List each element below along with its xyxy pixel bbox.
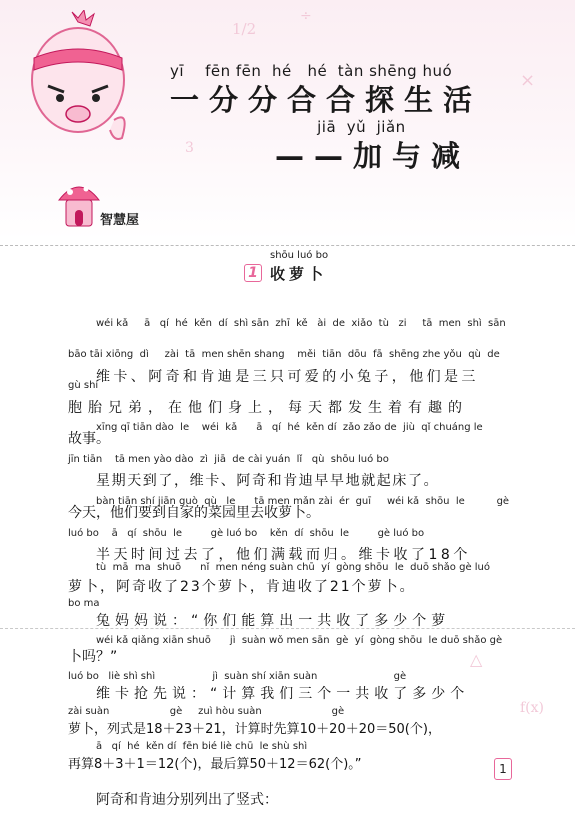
hanzi: 维卡抢先说：“计算我们三个一共收了多少个 <box>96 686 470 702</box>
doodle-fraction: f(x) <box>520 700 545 716</box>
mushroom-house-icon <box>56 178 102 228</box>
hanzi: 阿奇和肯迪分别列出了竖式： <box>96 792 278 808</box>
pinyin: zài suàn gè zuì hòu suàn gè <box>68 706 345 717</box>
hanzi: 故事。 <box>68 431 110 447</box>
title-text: 一分分合合探生活 <box>170 83 483 117</box>
pinyin: gù shi <box>68 380 99 391</box>
pinyin: xīng qī tiān dào le wéi kǎ ā qí hé kěn dí zǎo zǎo de jiù qǐ chuáng le <box>96 422 483 433</box>
pinyin: bo ma <box>68 598 100 609</box>
hanzi: 萝卜，阿奇收了23个萝卜，肯迪收了21个萝卜。 <box>68 579 416 595</box>
subtitle-text: ——加与减 <box>275 139 471 173</box>
title-pinyin: yī fēn fēn hé hé tàn shēng huó <box>170 62 453 80</box>
pinyin: wéi kǎ qiǎng xiān shuō jì suàn wǒ men sān gè yí gòng shōu le duō shǎo gè <box>96 635 503 646</box>
doodle-fraction: 3 <box>185 140 194 156</box>
title-line-1 <box>170 62 482 119</box>
hanzi: 维卡、阿奇和肯迪是三只可爱的小兔子，他们是三 <box>96 369 479 385</box>
corner-label: 智慧屋 <box>100 213 140 228</box>
subtitle-pinyin: jiā yǔ jiǎn <box>275 118 406 136</box>
text-line <box>96 703 307 828</box>
section-pinyin: shōu luó bo <box>270 250 329 261</box>
section-number-badge: 1 <box>244 264 262 282</box>
pinyin: luó bo ā qí shōu le gè luó bo kěn dí shōu le gè luó bo <box>68 528 425 539</box>
hanzi: 胞胎兄弟，在他们身上，每天都发生着有趣的 <box>68 400 468 416</box>
hanzi: 今天，他们要到自家的菜园里去收萝卜。 <box>68 505 320 521</box>
hanzi: 卜吗？” <box>68 649 118 665</box>
hanzi: 兔妈妈说：“你们能算出一共收了多少个萝 <box>96 613 451 629</box>
mascot-illustration <box>18 10 138 150</box>
pinyin: wéi kǎ ā qí hé kěn dí shì sān zhī kě ài de xiǎo tù zi tā men shì sān <box>96 318 506 329</box>
hanzi: 半天时间过去了，他们满载而归。维卡收了18个 <box>96 547 471 563</box>
hanzi: 星期天到了，维卡、阿奇和肯迪早早地就起床了。 <box>96 473 440 489</box>
section-title: 收萝卜 <box>270 265 328 283</box>
pinyin: luó bo liè shì shì jì suàn shí xiān suàn gè <box>68 671 407 682</box>
divider <box>0 628 575 629</box>
pinyin: ā qí hé kěn dí fēn bié liè chū le shù shì <box>96 741 308 752</box>
pinyin: bàn tiān shí jiān guò qù le tā men mǎn zài ér guī wéi kǎ shōu le gè <box>96 496 510 507</box>
hanzi: 萝卜，列式是18＋23＋21，计算时先算10＋20＋20＝50(个)， <box>68 722 441 737</box>
pinyin: bāo tāi xiōng dì zài tā men shēn shang měi tiān dōu fā shēng zhe yǒu qù de <box>68 349 500 360</box>
title-line-2 <box>275 118 470 175</box>
page-number: 1 <box>494 758 512 780</box>
doodle-fraction: △ <box>470 650 483 669</box>
doodle-fraction: × <box>520 70 536 91</box>
pinyin: jīn tiān tā men yào dào zì jiā de cài yuán lǐ qù shōu luó bo <box>68 454 389 465</box>
doodle-fraction: ÷ <box>300 8 312 24</box>
doodle-fraction: 1/2 <box>232 20 257 38</box>
divider <box>0 245 575 246</box>
pinyin: tù mā ma shuō nǐ men néng suàn chū yí gòng shōu le duō shǎo gè luó <box>96 562 491 573</box>
hanzi: 再算8＋3＋1＝12(个)，最后算50＋12＝62(个)。” <box>68 757 362 772</box>
